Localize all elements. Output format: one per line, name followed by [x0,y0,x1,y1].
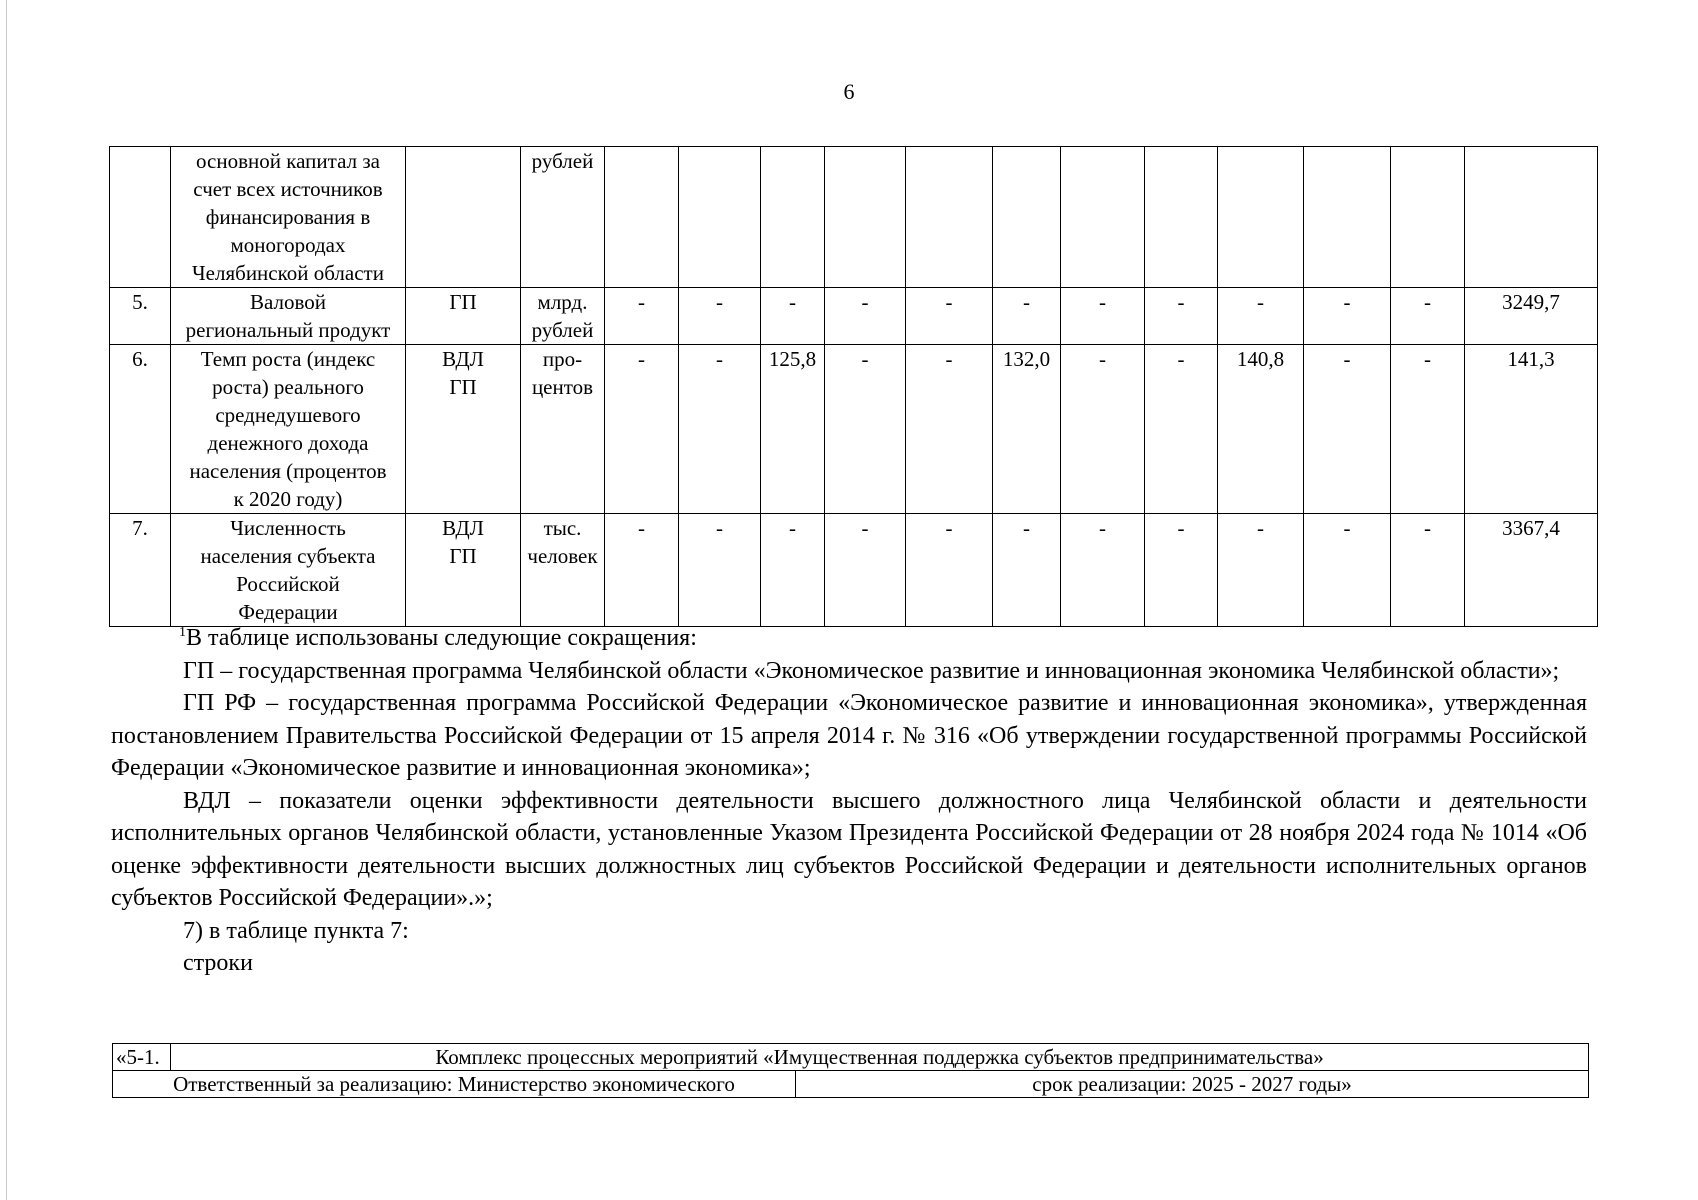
value-cell: 3367,4 [1465,514,1598,627]
value-cell: - [825,288,906,345]
complex-number: «5-1. [113,1044,171,1071]
indicator-name-line: Численность [230,516,346,540]
note-gp: ГП – государственная программа Челябинской области «Экономическое развитие и инновационная экономика Челябинской области»; [183,657,1560,684]
rows-table-row-responsible [113,1071,1589,1098]
value-cell: - [1218,514,1304,627]
indicator-source [406,288,521,345]
value-cell: - [1304,514,1391,627]
note-vdl: ВДЛ – показатели оценки эффективности деятельности высшего должностного лица Челябинской области и деятельности исполнительных органов Челябинской области, установленные Указом Президента Российской Федерации от 28 ноября 2024 года № 1014 «Об оценке эффективности деятельности высших должностных лиц субъектов Российской Федерации и деятельности исполнительных органов субъектов Российской Федерации».»; [111,787,1587,911]
indicator-name-line: среднедушевого [215,403,361,427]
table-row [110,147,1598,288]
indicator-name-line: населения субъекта [200,544,376,568]
indicator-name-line: региональный продукт [185,318,391,342]
rows-table [112,1043,1589,1098]
value-cell: - [605,514,679,627]
indicator-name [171,288,406,345]
term-cell: срок реализации: 2025 - 2027 годы» [796,1071,1589,1098]
value-cell [1218,147,1304,288]
indicator-unit-line: рублей [531,318,594,342]
indicator-name-line: Валовой [249,290,326,314]
value-cell: - [1061,345,1145,514]
note-item7: 7) в таблице пункта 7: [183,917,409,944]
indicator-unit-line: рублей [531,149,594,173]
value-cell: - [1391,288,1465,345]
indicator-name [171,147,406,288]
value-cell: - [1304,288,1391,345]
value-cell [1145,147,1218,288]
value-cell: - [906,345,993,514]
value-cell: - [1145,288,1218,345]
value-cell: - [679,345,761,514]
value-cell: - [906,288,993,345]
indicator-name-line: Федерации [238,600,338,624]
value-cell: - [906,514,993,627]
indicator-unit-line: тыс. [543,516,582,540]
indicator-source-line: ГП [449,544,477,568]
indicator-unit-line: про- [542,347,583,371]
value-cell: - [1304,345,1391,514]
note-rows-word: строки [183,950,253,976]
indicator-name [171,514,406,627]
value-cell [1061,147,1145,288]
indicator-source [406,147,521,288]
indicator-source-line: ВДЛ [442,347,484,371]
value-cell: - [825,514,906,627]
row-number [110,147,171,288]
value-cell: - [1145,345,1218,514]
value-cell: - [993,288,1061,345]
indicator-unit [521,288,605,345]
indicator-name-line: моногородах [230,233,346,257]
indicator-source [406,514,521,627]
value-cell: 125,8 [761,345,825,514]
value-cell: 141,3 [1465,345,1598,514]
value-cell [1465,147,1598,288]
indicator-name-line: Российской [236,572,340,596]
value-cell [993,147,1061,288]
value-cell: 3249,7 [1465,288,1598,345]
indicator-source-line: ГП [449,290,477,314]
value-cell: - [1061,514,1145,627]
rows-table-row-complex [113,1044,1589,1071]
indicator-unit [521,514,605,627]
indicator-source [406,345,521,514]
page-number: 6 [843,79,855,104]
value-cell: - [1061,288,1145,345]
indicator-unit [521,345,605,514]
value-cell: - [605,288,679,345]
indicator-name [171,345,406,514]
note-gp-rf: ГП РФ – государственная программа Российской Федерации «Экономическое развитие и инновационная экономика», утвержденная постановлением Правительства Российской Федерации от 15 апреля 2014 г. № 316 «Об утверждении государственной программы Российской Федерации «Экономическое развитие и инновационная экономика»; [111,690,1587,781]
indicator-source-line: ВДЛ [442,516,484,540]
indicator-name-line: населения (процентов [189,459,387,483]
value-cell: - [1391,514,1465,627]
responsible-cell: Ответственный за реализацию: Министерство экономического [113,1071,796,1098]
value-cell: - [825,345,906,514]
row-number: 5. [110,288,171,345]
value-cell [825,147,906,288]
value-cell [679,147,761,288]
table-row [110,288,1598,345]
value-cell: - [993,514,1061,627]
indicator-source-line: ГП [449,375,477,399]
value-cell: - [605,345,679,514]
value-cell [605,147,679,288]
row-number: 7. [110,514,171,627]
value-cell: - [1218,288,1304,345]
notes-intro-text: В таблице использованы следующие сокращения: [186,625,697,651]
abbreviations-notes [111,622,1587,980]
value-cell: 132,0 [993,345,1061,514]
indicator-name-line: основной капитал за [196,149,380,173]
page-edge-line [6,0,7,1200]
value-cell: - [679,288,761,345]
table-row [110,514,1598,627]
value-cell [1391,147,1465,288]
value-cell: - [1391,345,1465,514]
indicator-name-line: к 2020 году) [233,487,343,511]
indicator-name-line: Челябинской области [192,261,384,285]
notes-intro [111,622,1587,655]
indicator-name-line: роста) реального [212,375,364,399]
indicator-unit-line: человек [527,544,598,568]
indicator-unit-line: млрд. [537,290,588,314]
value-cell [1304,147,1391,288]
footnote-mark: 1 [179,625,186,640]
table-row [110,345,1598,514]
indicator-name-line: денежного дохода [207,431,369,455]
complex-title: Комплекс процессных мероприятий «Имущественная поддержка субъектов предпринимательства» [171,1044,1589,1071]
value-cell [906,147,993,288]
indicator-name-line: финансирования в [205,205,371,229]
value-cell: - [679,514,761,627]
indicator-unit-line: центов [531,375,594,399]
indicators-table [109,146,1598,627]
value-cell: 140,8 [1218,345,1304,514]
value-cell: - [1145,514,1218,627]
value-cell: - [761,288,825,345]
row-number: 6. [110,345,171,514]
value-cell: - [761,514,825,627]
value-cell [761,147,825,288]
indicator-name-line: Темп роста (индекс [200,347,376,371]
indicator-name-line: счет всех источников [193,177,383,201]
indicator-unit [521,147,605,288]
